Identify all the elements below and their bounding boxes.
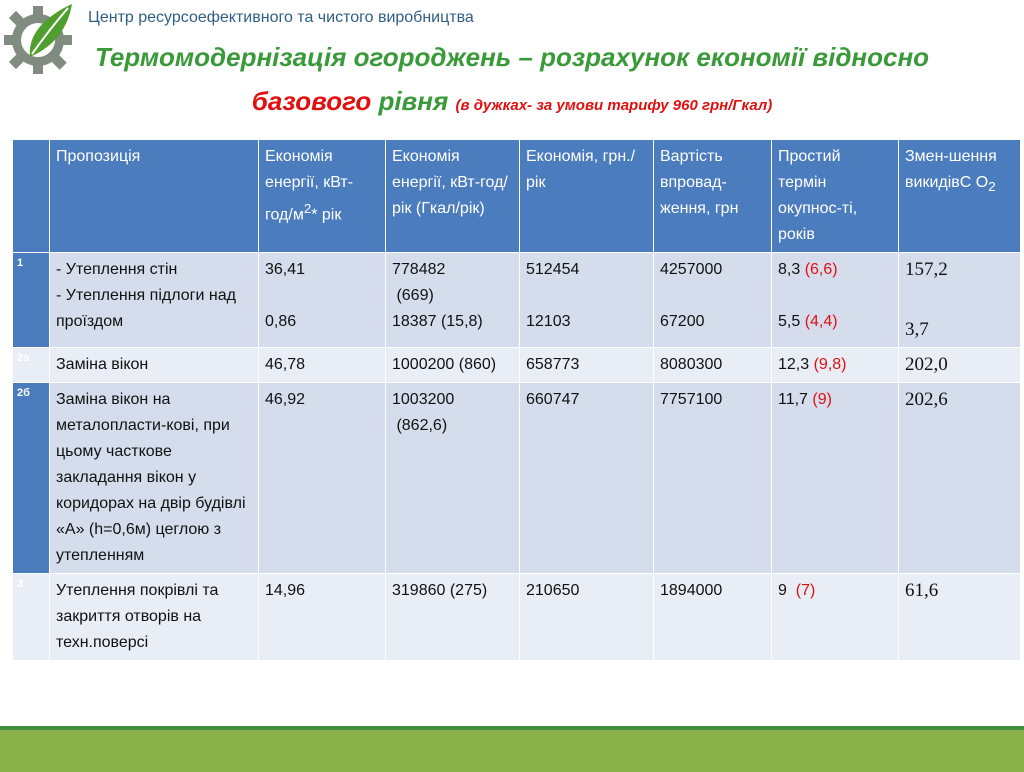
header-eco-m2-b: * рік <box>311 206 342 224</box>
cell-payback <box>772 348 899 383</box>
title-note: (в дужках- за умови тарифу 960 грн/Гкал) <box>455 97 773 114</box>
header-eco-m2 <box>259 140 386 253</box>
cell-eco-uah <box>520 253 654 348</box>
header-eco-uah: Економія, грн./рік <box>520 140 654 253</box>
row-num: 2б <box>13 383 50 574</box>
value: (669) <box>392 287 434 304</box>
header-payback: Простий термін окупнос-ті, років <box>772 140 899 253</box>
cell-eco-m2: 46,78 <box>259 348 386 383</box>
cell-eco-uah: 658773 <box>520 348 654 383</box>
value: 1003200 <box>392 391 455 408</box>
payback-tariff: (7) <box>795 582 816 599</box>
payback-tariff: (4,4) <box>804 313 838 330</box>
payback-tariff: (9) <box>812 391 832 408</box>
slide-title-line2 <box>0 86 1024 117</box>
value: 157,2 <box>905 259 948 280</box>
row-num: 3 <box>13 574 50 661</box>
payback-value: 11,7 <box>778 391 813 408</box>
header-eco-m2-a: Економія енергії, кВт-год/м <box>265 148 354 224</box>
cell-proposal <box>50 253 259 348</box>
cell-proposal: Утеплення покрівлі та закриття отворів на техн.поверсі <box>50 574 259 661</box>
payback-tariff: (6,6) <box>804 261 838 278</box>
row-num: 2а <box>13 348 50 383</box>
value <box>778 309 892 335</box>
header-cost: Вартість впровад-ження, грн <box>654 140 772 253</box>
table-row <box>13 574 1021 661</box>
header-co2-a: Змен-шення викидівС <box>905 148 997 191</box>
value: 12103 <box>526 313 571 330</box>
payback-value: 8,3 <box>778 261 805 278</box>
cell-co2: 202,6 <box>899 383 1021 574</box>
value: 67200 <box>660 313 705 330</box>
value: 18387 (15,8) <box>392 313 483 330</box>
title-red-part: базового <box>251 86 379 116</box>
value: 0,86 <box>265 313 297 330</box>
cell-co2: 202,0 <box>899 348 1021 383</box>
cell-eco-uah: 210650 <box>520 574 654 661</box>
table-header-row <box>13 140 1021 253</box>
header-co2-sub: 2 <box>988 179 996 195</box>
slide-title-line1: Термомодернізація огороджень – розрахунок економії відносно <box>94 42 930 72</box>
cell-cost: 1894000 <box>654 574 772 661</box>
cell-co2 <box>899 253 1021 348</box>
cell-eco-m2: 14,96 <box>259 574 386 661</box>
value: 3,7 <box>905 319 929 340</box>
row-num: 1 <box>13 253 50 348</box>
cell-eco-year: 319860 (275) <box>386 574 520 661</box>
header-proposal: Пропозиція <box>50 140 259 253</box>
header-num <box>13 140 50 253</box>
header-eco-year: Економія енергії, кВт-год/рік (Гкал/рік) <box>386 140 520 253</box>
payback-value: 5,5 <box>778 313 805 330</box>
header-co2 <box>899 140 1021 253</box>
table-row <box>13 348 1021 383</box>
header-co2-b: О <box>975 174 989 191</box>
cell-cost <box>654 253 772 348</box>
economy-table <box>12 139 1021 661</box>
header-eco-m2-sup: 2 <box>303 201 312 216</box>
proposal-line: - Утеплення підлоги над проїздом <box>56 287 236 330</box>
value <box>778 257 892 283</box>
payback-value: 12,3 <box>778 356 814 373</box>
table-row <box>13 383 1021 574</box>
cell-eco-year <box>386 383 520 574</box>
cell-payback <box>772 253 899 348</box>
cell-proposal: Заміна вікон на металопласти-кові, при цьому часткове закладання вікон у коридорах на двір будівлі «А» (h=0,6м) цеглою з утепленням <box>50 383 259 574</box>
cell-eco-m2 <box>259 253 386 348</box>
table-row <box>13 253 1021 348</box>
cell-payback <box>772 383 899 574</box>
value: 4257000 <box>660 261 723 278</box>
cell-proposal: Заміна вікон <box>50 348 259 383</box>
value: (862,6) <box>392 417 448 434</box>
value: 778482 <box>392 261 446 278</box>
payback-value: 9 <box>778 582 796 599</box>
cell-co2: 61,6 <box>899 574 1021 661</box>
value: 36,41 <box>265 261 306 278</box>
cell-eco-uah: 660747 <box>520 383 654 574</box>
cell-eco-year: 1000200 (860) <box>386 348 520 383</box>
payback-tariff: (9,8) <box>813 356 847 373</box>
cell-eco-year <box>386 253 520 348</box>
title-green-part: рівня <box>378 86 456 116</box>
cell-cost: 7757100 <box>654 383 772 574</box>
organization-name: Центр ресурсоефективного та чистого виробництва <box>88 9 474 26</box>
cell-cost: 8080300 <box>654 348 772 383</box>
cell-eco-m2: 46,92 <box>259 383 386 574</box>
value: 512454 <box>526 261 580 278</box>
proposal-line: - Утеплення стін <box>56 261 178 278</box>
cell-payback <box>772 574 899 661</box>
bottom-decorative-bar <box>0 726 1024 772</box>
